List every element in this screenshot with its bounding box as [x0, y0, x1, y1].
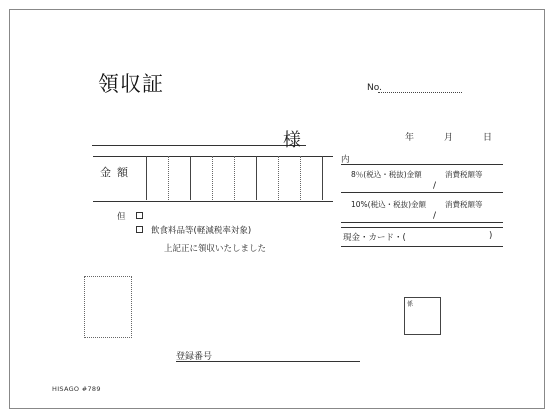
registration-number-field[interactable] — [176, 361, 360, 362]
amount-digit-divider — [168, 156, 169, 200]
amount-digit-divider — [300, 156, 301, 200]
receipt-number-label: No. — [367, 83, 382, 93]
food-item-label: 飲食料品等(軽減税率対象) — [151, 226, 252, 236]
proviso-checkbox[interactable] — [136, 212, 143, 219]
rate8-slash: / — [433, 181, 437, 191]
receipt-title: 領収証 — [98, 72, 164, 96]
receipt-number-field[interactable] — [378, 92, 462, 93]
rate10-slash: / — [433, 211, 437, 221]
amount-digit-divider — [212, 156, 213, 200]
payment-method-close: ) — [489, 231, 493, 241]
revenue-stamp-box — [84, 276, 132, 338]
staff-label: 係 — [407, 301, 414, 308]
registration-number-label: 登録番号 — [176, 352, 213, 362]
breakdown-heading: 内 — [341, 155, 350, 165]
date-day-label: 日 — [483, 133, 493, 143]
payment-rule — [341, 227, 503, 228]
amount-digit-divider — [278, 156, 279, 200]
amount-divider — [146, 156, 147, 200]
amount-digit-divider — [322, 156, 323, 200]
proviso-label: 但 — [117, 212, 126, 222]
recipient-name-field[interactable] — [92, 145, 306, 146]
food-item-checkbox[interactable] — [136, 226, 143, 233]
rate8-tax-label: 消費税額等 — [445, 170, 483, 179]
rate8-amount-label: 8％(税込・税抜)金額 — [351, 170, 422, 179]
rate10-tax-label: 消費税額等 — [445, 200, 483, 209]
date-month-label: 月 — [444, 133, 454, 143]
amount-digit-divider — [234, 156, 235, 200]
rate10-field[interactable] — [341, 222, 503, 223]
payment-method-label: 現金・カード・( — [343, 233, 406, 243]
rate10-amount-label: 10%(税込・税抜)金額 — [351, 200, 427, 209]
date-year-label: 年 — [405, 133, 415, 143]
amount-label: 金額 — [100, 166, 134, 179]
amount-digit-divider — [256, 156, 257, 200]
rate8-field[interactable] — [341, 192, 503, 193]
honorific-sama: 様 — [283, 130, 301, 151]
payment-method-field[interactable] — [341, 246, 503, 247]
breakdown-rule — [341, 164, 503, 165]
brand-logo: HISAGO #789 — [52, 385, 101, 393]
amount-digit-divider — [190, 156, 191, 200]
received-statement: 上記正に領収いたしました — [164, 244, 267, 254]
